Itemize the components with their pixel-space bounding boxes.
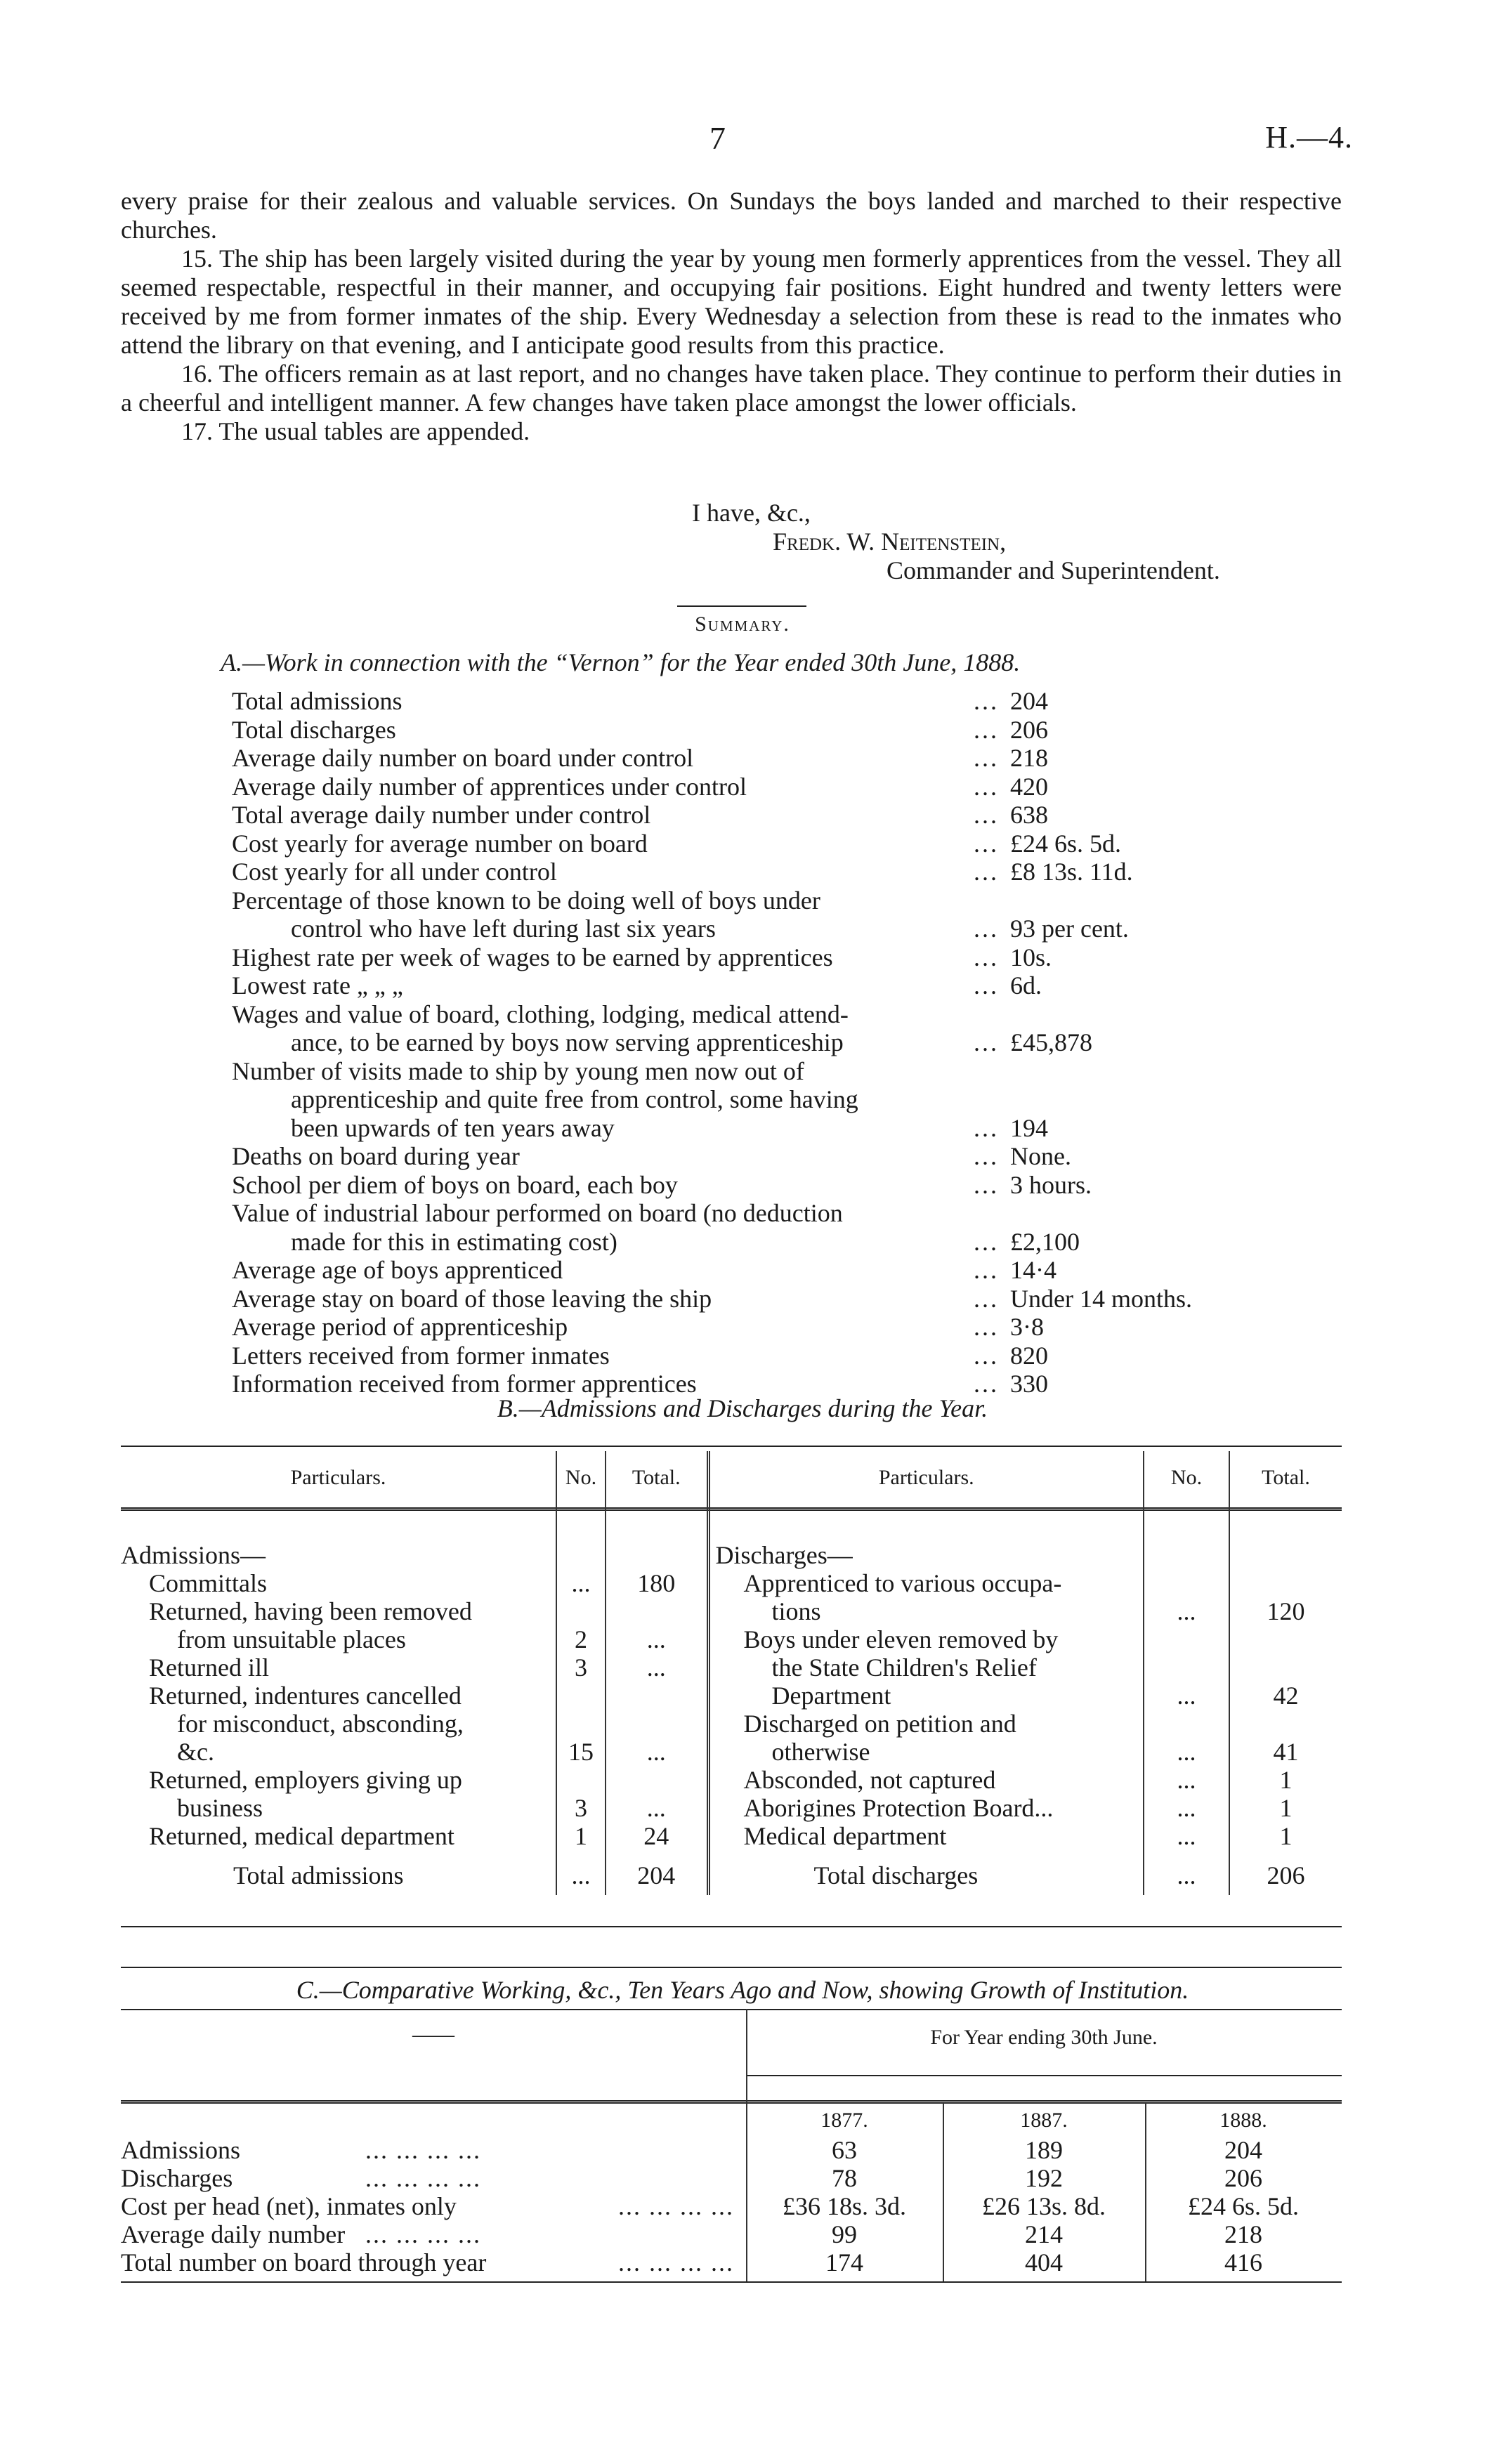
admissions-no-column (556, 1505, 606, 1850)
table-b-total-value: 1 (1279, 1822, 1293, 1850)
summary-row-label (232, 1142, 1005, 1171)
comparative-row-label: Discharges (121, 2164, 233, 2192)
table-b-no-value (1144, 1653, 1229, 1682)
section-a-title: A.—Work in connection with the “Vernon” for the Year ended 30th June, 1888. (221, 648, 1021, 676)
table-b-total-cell (606, 1569, 707, 1597)
table-b-no-value (1144, 1569, 1229, 1597)
summary-label-line: Percentage of those known to be doing well of boys under (232, 886, 820, 915)
comparative-value: £24 6s. 5d. (1187, 2192, 1299, 2220)
table-b-item-line: Aborigines Protection Board... (743, 1794, 1054, 1822)
table-c-blank-header: —— (412, 2023, 454, 2046)
table-b-item (710, 1794, 1144, 1822)
summary-rule (677, 605, 806, 607)
table-b-no-value: 3 (575, 1653, 587, 1682)
header-particulars-left: Particulars. (121, 1451, 556, 1505)
leader-dots: ... (974, 1313, 999, 1341)
leader-dots: ... (974, 1170, 999, 1199)
paragraph-15: 15. The ship has been largely visited during the year by young men formerly apprentices from the vessel. They all seemed respectable, respectful in their manner, and occupying fair positions. Eight hundred and twenty letters were received by me from former inmates of the ship. Every Wednesday a selection from these is read to the inmates who attend the library on that evening, and I anticipate good results from this practice. (121, 244, 1342, 359)
discharges-labels (710, 1569, 1144, 1850)
comparative-row-label: Cost per head (net), inmates only (121, 2192, 457, 2220)
header-no-right: No. (1144, 1451, 1229, 1505)
table-b-total-value (606, 1766, 707, 1794)
table-b-item-line: tions (771, 1597, 821, 1625)
table-b-no-value: ... (1177, 1597, 1196, 1625)
table-b-item-line: Absconded, not captured (743, 1766, 996, 1794)
table-b-total-cell (1230, 1822, 1342, 1850)
table-b-no-cell (557, 1653, 605, 1682)
summary-row-label (232, 1199, 1005, 1256)
table-b-total-value: ... (646, 1625, 666, 1653)
table-b-item-line: &c. (177, 1738, 214, 1766)
comparative-value: 404 (1025, 2248, 1063, 2276)
table-b-total-cell (1230, 1569, 1342, 1625)
table-b-top-rule (121, 1446, 1342, 1447)
summary-label-line: Total average daily number under control (232, 801, 651, 829)
admissions-labels (121, 1569, 556, 1850)
table-c-group-header: For Year ending 30th June. (930, 2026, 1158, 2049)
admissions-heading: Admissions— (121, 1541, 266, 1569)
leader-dots: ... (974, 1284, 999, 1313)
table-b-item-line: the State Children's Relief (771, 1653, 1037, 1682)
summary-label-line: Average age of boys apprenticed (232, 1256, 563, 1284)
summary-row-value: 820 (1010, 1341, 1048, 1370)
table-b-no-cell (1144, 1569, 1229, 1625)
discharges-total-label: Total discharges (708, 1850, 1144, 1895)
leader-dots: ... (974, 715, 999, 744)
table-b-total-cell (606, 1653, 707, 1682)
table-b-no-value: 15 (568, 1738, 594, 1766)
summary-row-value: 10s. (1010, 943, 1052, 971)
table-b-item-line: Committals (149, 1569, 268, 1597)
summary-row-label (232, 773, 1005, 801)
year-header: 1888. (1219, 2109, 1267, 2132)
leader-dots: ... (974, 915, 999, 943)
summary-row (232, 1342, 1286, 1370)
summary-row-label (232, 1342, 1005, 1370)
table-b-total-value: ... (646, 1738, 666, 1766)
table-c-top-rule (121, 2009, 1342, 2010)
table-b-no-value (1144, 1710, 1229, 1738)
comparative-value: 416 (1224, 2248, 1262, 2276)
table-b-no-cell (557, 1597, 605, 1653)
summary-label-line: made for this in estimating cost) (291, 1227, 617, 1256)
table-b-item-line: Medical department (743, 1822, 947, 1850)
summary-row-value: £24 6s. 5d. (1010, 829, 1122, 858)
summary-label-line: Deaths on board during year (232, 1142, 520, 1170)
summary-row (232, 1171, 1286, 1200)
summary-label-line: Average daily number of apprentices under control (232, 772, 747, 801)
summary-label-line: School per diem of boys on board, each boy (232, 1170, 678, 1199)
summary-title: Summary. (695, 612, 790, 636)
table-b-total-rule (121, 1926, 1342, 1927)
table-b-item-line: business (177, 1794, 263, 1822)
table-b-no-value (1144, 1625, 1229, 1653)
summary-row (232, 1256, 1286, 1285)
comparative-value: 214 (1025, 2220, 1063, 2248)
table-b-no-value: ... (1177, 1822, 1196, 1850)
summary-label-line: Total admissions (232, 687, 403, 715)
table-b-total-cell (606, 1682, 707, 1766)
summary-stats-list (232, 687, 1286, 1398)
admissions-total-column (606, 1505, 708, 1850)
table-b-item-line: otherwise (771, 1738, 870, 1766)
year-header: 1887. (1020, 2109, 1068, 2132)
summary-label-line: been upwards of ten years away (291, 1113, 615, 1142)
header-particulars-right: Particulars. (708, 1451, 1144, 1505)
table-b-item (121, 1766, 556, 1822)
header-total-left: Total. (606, 1451, 708, 1505)
admissions-total-value: 204 (606, 1850, 708, 1895)
table-b-item-line: from unsuitable places (177, 1625, 406, 1653)
summary-row-value: 330 (1010, 1370, 1048, 1398)
table-b-total-value: 1 (1279, 1766, 1293, 1794)
summary-label-line: Cost yearly for all under control (232, 858, 557, 886)
summary-row-value: 420 (1010, 772, 1048, 801)
summary-row-value: 14·4 (1010, 1256, 1056, 1284)
discharges-no-column (1144, 1505, 1229, 1850)
leader-dots: ... (974, 744, 999, 772)
summary-label-line: Number of visits made to ship by young men now out of (232, 1056, 804, 1085)
table-b-no-value (557, 1597, 605, 1625)
comparative-value: 192 (1025, 2164, 1063, 2192)
summary-label-line: Highest rate per week of wages to be earned by apprentices (232, 943, 833, 971)
summary-label-line: Cost yearly for average number on board (232, 829, 648, 858)
summary-row (232, 858, 1286, 886)
table-b-total-cell (1230, 1710, 1342, 1766)
summary-row-value: £2,100 (1010, 1227, 1080, 1256)
table-b-total-value (1230, 1569, 1342, 1597)
table-b-item (710, 1625, 1144, 1710)
comparative-row-label: Admissions (121, 2136, 241, 2164)
table-b-item (710, 1710, 1144, 1766)
summary-row (232, 971, 1286, 1000)
summary-row-value: 218 (1010, 744, 1048, 772)
discharges-heading: Discharges— (715, 1541, 853, 1569)
leader-dots: ... (974, 687, 999, 715)
table-c-bottom-rule (121, 2281, 1342, 2283)
leader-dots: ... (974, 858, 999, 886)
summary-row (232, 1199, 1286, 1256)
summary-row-label (232, 1000, 1005, 1057)
table-b-total-value (606, 1710, 707, 1738)
table-b-header-row (121, 1451, 1342, 1505)
discharges-total-no: ... (1144, 1850, 1229, 1895)
summary-row (232, 1142, 1286, 1171)
signature-salutation: I have, &c., (692, 499, 811, 527)
table-c-header-rule (121, 2100, 1342, 2104)
summary-row-value: 204 (1010, 687, 1048, 715)
table-b-no-value (557, 1766, 605, 1794)
summary-label-line: Lowest rate „ „ „ (232, 971, 403, 1000)
comparative-value: 78 (832, 2164, 857, 2192)
summary-row (232, 716, 1286, 745)
leader-dots: ... ... ... ... (618, 2248, 734, 2276)
table-b-total-cell (1230, 1766, 1342, 1794)
table-b-item (710, 1766, 1144, 1794)
leader-dots: ... ... ... ... (365, 2164, 481, 2192)
table-b-no-value: 3 (575, 1794, 587, 1822)
table-b-body-row (121, 1505, 1342, 1850)
paragraph-17: 17. The usual tables are appended. (181, 417, 530, 445)
table-b-item (121, 1597, 556, 1653)
table-b-item-line: Returned, medical department (149, 1822, 454, 1850)
summary-row (232, 773, 1286, 801)
summary-row (232, 1285, 1286, 1313)
table-b-no-value (557, 1710, 605, 1738)
summary-row-label (232, 1171, 1005, 1200)
header-no-left: No. (556, 1451, 606, 1505)
table-b-item-line: Returned ill (149, 1653, 269, 1682)
admissions-total-label: Total admissions (121, 1850, 556, 1895)
summary-row-value: 93 per cent. (1010, 915, 1129, 943)
table-b-total-cell (606, 1597, 707, 1653)
summary-label-line: ance, to be earned by boys now serving apprenticeship (291, 1028, 844, 1056)
summary-row-value: 6d. (1010, 971, 1042, 1000)
summary-label-line: Information received from former apprentices (232, 1370, 697, 1398)
table-b-no-value: ... (1177, 1682, 1196, 1710)
comparative-value: 99 (832, 2220, 857, 2248)
table-b-item (710, 1822, 1144, 1850)
comparative-value: £26 13s. 8d. (981, 2192, 1106, 2220)
summary-label-line: Total discharges (232, 715, 396, 744)
body-text (121, 187, 1342, 446)
table-b-no-value: 1 (575, 1822, 587, 1850)
discharges-total-value: 206 (1267, 1861, 1305, 1889)
table-b-no-value: ... (571, 1569, 591, 1597)
table-b-item (121, 1653, 556, 1682)
summary-label-line: apprenticeship and quite free from control, some having (291, 1085, 858, 1113)
table-b-total-cell (1230, 1625, 1342, 1710)
summary-row-label (232, 801, 1005, 830)
summary-row-value: £8 13s. 11d. (1010, 858, 1133, 886)
table-b-total-value (1230, 1653, 1342, 1682)
admissions-discharges-table (121, 1451, 1342, 1895)
leader-dots: ... (974, 1370, 999, 1398)
summary-row-label (232, 1285, 1005, 1313)
table-b-total-cell (606, 1822, 707, 1850)
leader-dots: ... (974, 1142, 999, 1170)
leader-dots: ... (974, 1256, 999, 1284)
table-b-total-value: 1 (1279, 1794, 1293, 1822)
summary-row-value: 194 (1010, 1113, 1048, 1142)
summary-label-line: Average stay on board of those leaving the ship (232, 1284, 712, 1313)
year-header: 1877. (820, 2109, 868, 2132)
table-b-item (121, 1682, 556, 1766)
summary-row (232, 744, 1286, 773)
table-b-total-value: 42 (1273, 1682, 1299, 1710)
leader-dots: ... (974, 943, 999, 971)
summary-row-label (232, 858, 1005, 886)
table-b-total-value (1230, 1710, 1342, 1738)
summary-row-value: 638 (1010, 801, 1048, 829)
comparative-value: 189 (1025, 2136, 1063, 2164)
document-reference: H.—4. (1265, 120, 1353, 155)
leader-dots: ... (974, 1341, 999, 1370)
summary-row-label (232, 716, 1005, 745)
summary-row-label (232, 943, 1005, 972)
comparative-row-label: Total number on board through year (121, 2248, 487, 2276)
table-b-total-value: ... (646, 1653, 666, 1682)
table-b-no-cell (1144, 1822, 1229, 1850)
table-b-total-value (606, 1597, 707, 1625)
table-b-total-cell (1230, 1794, 1342, 1822)
summary-row-value: 206 (1010, 715, 1048, 744)
table-b-total-value: 180 (637, 1569, 676, 1597)
summary-row-value: Under 14 months. (1010, 1284, 1192, 1313)
leader-dots: ... (974, 801, 999, 829)
summary-label-line: Letters received from former inmates (232, 1341, 610, 1370)
summary-row-value: 3·8 (1010, 1313, 1044, 1341)
table-b-item-line: Returned, indentures cancelled (149, 1682, 462, 1710)
leader-dots: ... (974, 1113, 999, 1142)
table-b-total-value (1230, 1625, 1342, 1653)
table-b-item-line: Department (771, 1682, 891, 1710)
table-b-no-cell (557, 1682, 605, 1766)
comparative-value: 218 (1224, 2220, 1262, 2248)
summary-row-label (232, 687, 1005, 716)
table-b-total-value (606, 1682, 707, 1710)
header-total-right: Total. (1262, 1466, 1310, 1489)
table-b-no-cell (1144, 1766, 1229, 1794)
summary-row-label (232, 1313, 1005, 1342)
section-c-title: C.—Comparative Working, &c., Ten Years Ago and Now, showing Growth of Institution. (296, 1976, 1189, 2004)
table-b-total-cell (606, 1766, 707, 1822)
summary-row-label (232, 1256, 1005, 1285)
summary-label-line: Average period of apprenticeship (232, 1313, 568, 1341)
table-b-total-value: ... (646, 1794, 666, 1822)
table-b-item (121, 1822, 556, 1850)
summary-row-label (232, 830, 1005, 858)
table-b-item-line: Boys under eleven removed by (743, 1625, 1059, 1653)
summary-label-line: control who have left during last six years (291, 915, 716, 943)
table-b-no-cell (557, 1822, 605, 1850)
table-b-item-line: Apprenticed to various occupa- (743, 1569, 1062, 1597)
summary-row-label (232, 971, 1005, 1000)
table-b-item (121, 1569, 556, 1597)
table-b-no-cell (1144, 1625, 1229, 1710)
table-b-item-line: Discharged on petition and (743, 1710, 1016, 1738)
leader-dots: ... ... ... ... (365, 2136, 481, 2164)
summary-row (232, 1000, 1286, 1057)
table-c-group-rule (746, 2075, 1342, 2076)
summary-row (232, 830, 1286, 858)
paragraph-16: 16. The officers remain as at last report, and no changes have taken place. They continue to perform their duties in a cheerful and intelligent manner. A few changes have taken place amongst the lower officials. (121, 360, 1342, 417)
table-b-item (710, 1569, 1144, 1625)
signature-title: Commander and Superintendent. (887, 556, 1220, 584)
table-b-no-cell (557, 1766, 605, 1822)
admissions-total-no: ... (556, 1850, 606, 1895)
table-b-bottom-rule (121, 1967, 1342, 1968)
table-b-item-line: for misconduct, absconding, (177, 1710, 464, 1738)
leader-dots: ... ... ... ... (365, 2220, 481, 2248)
table-b-no-value: ... (1177, 1766, 1196, 1794)
table-b-total-value: 24 (643, 1822, 669, 1850)
summary-row (232, 1057, 1286, 1143)
comparative-value: 204 (1224, 2136, 1262, 2164)
summary-row-value: 3 hours. (1010, 1170, 1092, 1199)
comparative-value: £36 18s. 3d. (782, 2192, 906, 2220)
summary-row-label (232, 886, 1005, 943)
table-b-no-value: ... (1177, 1794, 1196, 1822)
paragraph-continuation: every praise for their zealous and valuable services. On Sundays the boys landed and marched to their respective churches. (121, 187, 1342, 244)
leader-dots: ... (974, 829, 999, 858)
comparative-row-label: Average daily number (121, 2220, 346, 2248)
summary-row-value: None. (1010, 1142, 1071, 1170)
summary-label-line: Value of industrial labour performed on board (no deduction (232, 1199, 843, 1227)
summary-row (232, 801, 1286, 830)
table-b-no-cell (557, 1569, 605, 1597)
comparative-value: 206 (1224, 2164, 1262, 2192)
table-b-no-cell (1144, 1794, 1229, 1822)
summary-row (232, 886, 1286, 943)
table-b-no-cell (1144, 1710, 1229, 1766)
page-number: 7 (709, 120, 726, 156)
summary-label-line: Wages and value of board, clothing, lodging, medical attend- (232, 1000, 849, 1028)
leader-dots: ... (974, 772, 999, 801)
table-b-no-value (557, 1682, 605, 1710)
summary-row (232, 943, 1286, 972)
table-b-total-value: 41 (1273, 1738, 1299, 1766)
table-b-item-line: Returned, employers giving up (149, 1766, 462, 1794)
summary-row-value: £45,878 (1010, 1028, 1092, 1056)
summary-row (232, 1313, 1286, 1342)
summary-row-label (232, 744, 1005, 773)
table-b-item-line: Returned, having been removed (149, 1597, 472, 1625)
summary-row-label (232, 1057, 1005, 1143)
discharges-total-column (1229, 1505, 1342, 1850)
comparative-value: 63 (832, 2136, 857, 2164)
leader-dots: ... (974, 1227, 999, 1256)
section-b-title: B.—Admissions and Discharges during the Year. (497, 1394, 988, 1422)
leader-dots: ... ... ... ... (618, 2192, 734, 2220)
leader-dots: ... (974, 1028, 999, 1056)
table-b-no-value: ... (1177, 1738, 1196, 1766)
table-b-no-value: 2 (575, 1625, 587, 1653)
table-b-total-value: 120 (1267, 1597, 1305, 1625)
table-b-total-row (121, 1850, 1342, 1895)
comparative-value: 174 (825, 2248, 863, 2276)
signature-name: Fredk. W. Neitenstein, (773, 527, 1007, 556)
summary-label-line: Average daily number on board under control (232, 744, 694, 772)
leader-dots: ... (974, 971, 999, 1000)
summary-row (232, 687, 1286, 716)
